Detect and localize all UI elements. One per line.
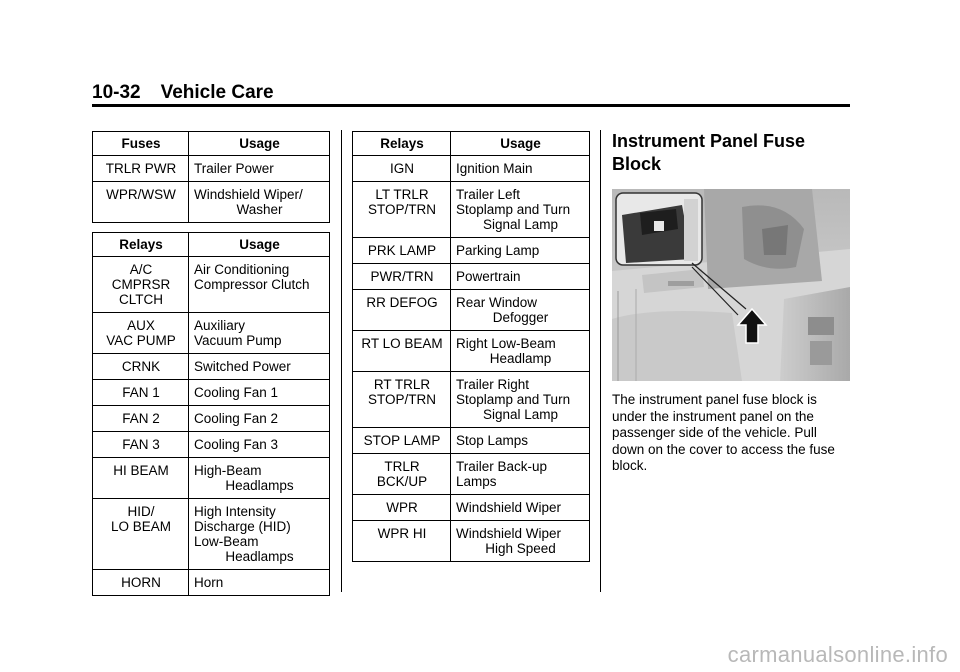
usage-line: Windshield Wiper xyxy=(456,500,562,515)
name-cell xyxy=(93,257,189,313)
usage-line: Windshield Wiper/ xyxy=(194,187,303,202)
table-row xyxy=(93,380,330,406)
name-cell xyxy=(93,380,189,406)
usage-cell xyxy=(451,182,590,238)
usage-line: Auxiliary xyxy=(194,318,246,333)
table-row xyxy=(353,264,590,290)
name-line: TRLR xyxy=(384,459,420,474)
table-row xyxy=(353,372,590,428)
name-cell xyxy=(93,432,189,458)
usage-cell xyxy=(451,264,590,290)
usage-line: Stoplamp and Turn xyxy=(456,202,571,217)
usage-line: Trailer Left xyxy=(456,187,521,202)
name-line: WPR/WSW xyxy=(106,187,176,202)
name-cell xyxy=(93,499,189,570)
usage-cell xyxy=(451,238,590,264)
column-divider-right xyxy=(600,130,601,592)
usage-cell xyxy=(451,372,590,428)
usage-line: High Intensity xyxy=(194,504,276,519)
usage-cell xyxy=(189,380,330,406)
name-line: WPR HI xyxy=(377,526,427,541)
name-cell xyxy=(353,290,451,331)
name-line: FAN 1 xyxy=(122,385,160,400)
usage-line: Signal Lamp xyxy=(482,217,559,232)
usage-line: Cooling Fan 2 xyxy=(194,411,279,426)
table-row xyxy=(93,406,330,432)
usage-line: High Speed xyxy=(485,541,556,556)
usage-cell xyxy=(451,156,590,182)
usage-line: Ignition Main xyxy=(456,161,533,176)
fuses-table xyxy=(92,131,330,223)
usage-line: Stoplamp and Turn xyxy=(456,392,571,407)
usage-line: Rear Window xyxy=(456,295,538,310)
name-line: CLTCH xyxy=(118,292,163,307)
name-line: FAN 3 xyxy=(122,437,160,452)
name-cell xyxy=(93,570,189,596)
name-line: RT TRLR xyxy=(373,377,431,392)
relays-table-left xyxy=(92,232,330,596)
name-line: PRK LAMP xyxy=(367,243,437,258)
usage-cell xyxy=(189,432,330,458)
usage-line: Parking Lamp xyxy=(456,243,540,258)
name-cell xyxy=(353,372,451,428)
fuse-block-location-photo xyxy=(612,189,850,381)
usage-line: Trailer Back-up xyxy=(456,459,548,474)
name-cell xyxy=(353,454,451,495)
usage-line: Low-Beam xyxy=(194,534,259,549)
name-line: A/C xyxy=(129,262,153,277)
name-cell xyxy=(353,182,451,238)
usage-line: Compressor Clutch xyxy=(194,277,310,292)
table-row xyxy=(353,238,590,264)
name-cell xyxy=(353,428,451,454)
usage-cell xyxy=(189,182,330,223)
name-line: HORN xyxy=(121,575,161,590)
usage-cell xyxy=(451,331,590,372)
column-divider-left xyxy=(341,130,342,592)
page-number: 10-32 xyxy=(92,82,141,103)
name-line: LT TRLR xyxy=(375,187,429,202)
name-cell xyxy=(93,182,189,223)
name-cell xyxy=(93,313,189,354)
usage-line: Headlamps xyxy=(225,549,294,564)
table-row xyxy=(93,156,330,182)
table-row xyxy=(353,495,590,521)
table-row xyxy=(353,182,590,238)
usage-line: Headlamp xyxy=(489,351,552,366)
usage-line: Defogger xyxy=(492,310,549,325)
name-line: STOP/TRN xyxy=(367,202,436,217)
usage-line: Washer xyxy=(236,202,283,217)
header-rule xyxy=(92,104,850,107)
fuses-header: Fuses xyxy=(93,132,189,156)
table-row xyxy=(93,182,330,223)
usage-line: Right Low-Beam xyxy=(456,336,556,351)
table-row xyxy=(353,290,590,331)
page-section-title: Vehicle Care xyxy=(160,82,274,103)
usage-cell xyxy=(189,354,330,380)
usage-line: Headlamps xyxy=(225,478,294,493)
name-line: RT LO BEAM xyxy=(361,336,443,351)
table-row xyxy=(93,432,330,458)
table-row xyxy=(353,454,590,495)
name-line: VAC PUMP xyxy=(106,333,176,348)
table-row xyxy=(93,354,330,380)
usage-cell xyxy=(451,428,590,454)
name-line: PWR/TRN xyxy=(370,269,434,284)
usage-line: Trailer Right xyxy=(456,377,530,392)
usage-cell xyxy=(189,499,330,570)
usage-cell xyxy=(189,458,330,499)
usage-line: Air Conditioning xyxy=(194,262,290,277)
header-text xyxy=(92,82,274,104)
dashboard-illustration xyxy=(612,189,850,381)
usage-line: Signal Lamp xyxy=(482,407,559,422)
usage-cell xyxy=(189,257,330,313)
name-line: TRLR PWR xyxy=(105,161,177,176)
name-cell xyxy=(93,406,189,432)
name-line: LO BEAM xyxy=(110,519,172,534)
usage-line: Horn xyxy=(194,575,224,590)
name-line: CMPRSR xyxy=(111,277,171,292)
usage-line: Vacuum Pump xyxy=(194,333,282,348)
table-row xyxy=(93,499,330,570)
section-title: Instrument Panel Fuse Block xyxy=(612,131,806,174)
name-line: BCK/UP xyxy=(376,474,428,489)
usage-cell xyxy=(189,570,330,596)
name-line: STOP LAMP xyxy=(363,433,441,448)
usage-line: Cooling Fan 1 xyxy=(194,385,279,400)
usage-line: Lamps xyxy=(456,474,497,489)
section-body: The instrument panel fuse block is under the instrument panel on the passenger side of the vehicle. Pull down on the cover to access the fuse block. xyxy=(612,392,835,473)
usage-cell xyxy=(451,454,590,495)
name-cell xyxy=(353,238,451,264)
table-row xyxy=(353,331,590,372)
usage-line: Trailer Power xyxy=(194,161,274,176)
name-line: IGN xyxy=(389,161,414,176)
usage-header: Usage xyxy=(189,132,330,156)
usage-cell xyxy=(189,313,330,354)
table-row xyxy=(93,570,330,596)
name-line: HID/ xyxy=(127,504,155,519)
table-row xyxy=(353,521,590,562)
usage-cell xyxy=(189,156,330,182)
table-row xyxy=(353,428,590,454)
usage-line: Switched Power xyxy=(194,359,291,374)
usage-line: Stop Lamps xyxy=(456,433,529,448)
usage-line: High-Beam xyxy=(194,463,262,478)
table-row xyxy=(93,458,330,499)
relays-table-right xyxy=(352,131,590,562)
name-cell xyxy=(93,156,189,182)
table-row xyxy=(93,313,330,354)
name-cell xyxy=(353,331,451,372)
usage-line: Powertrain xyxy=(456,269,521,284)
usage-line: Windshield Wiper xyxy=(456,526,562,541)
relays-header: Relays xyxy=(353,132,451,156)
usage-line: Cooling Fan 3 xyxy=(194,437,279,452)
relays-header: Relays xyxy=(93,233,189,257)
watermark: carmanualsonline.info xyxy=(727,642,948,667)
usage-header: Usage xyxy=(451,132,590,156)
name-line: RR DEFOG xyxy=(366,295,438,310)
name-cell xyxy=(353,264,451,290)
name-cell xyxy=(93,354,189,380)
name-line: FAN 2 xyxy=(122,411,160,426)
name-line: STOP/TRN xyxy=(367,392,436,407)
name-cell xyxy=(353,521,451,562)
name-cell xyxy=(353,156,451,182)
name-line: HI BEAM xyxy=(113,463,169,478)
table-row xyxy=(93,257,330,313)
name-cell xyxy=(353,495,451,521)
usage-line: Discharge (HID) xyxy=(194,519,291,534)
usage-cell xyxy=(451,290,590,331)
name-line: WPR xyxy=(386,500,418,515)
usage-header: Usage xyxy=(189,233,330,257)
table-row xyxy=(353,156,590,182)
usage-cell xyxy=(451,495,590,521)
name-line: CRNK xyxy=(121,359,161,374)
name-line: AUX xyxy=(127,318,155,333)
usage-cell xyxy=(189,406,330,432)
name-cell xyxy=(93,458,189,499)
usage-cell xyxy=(451,521,590,562)
